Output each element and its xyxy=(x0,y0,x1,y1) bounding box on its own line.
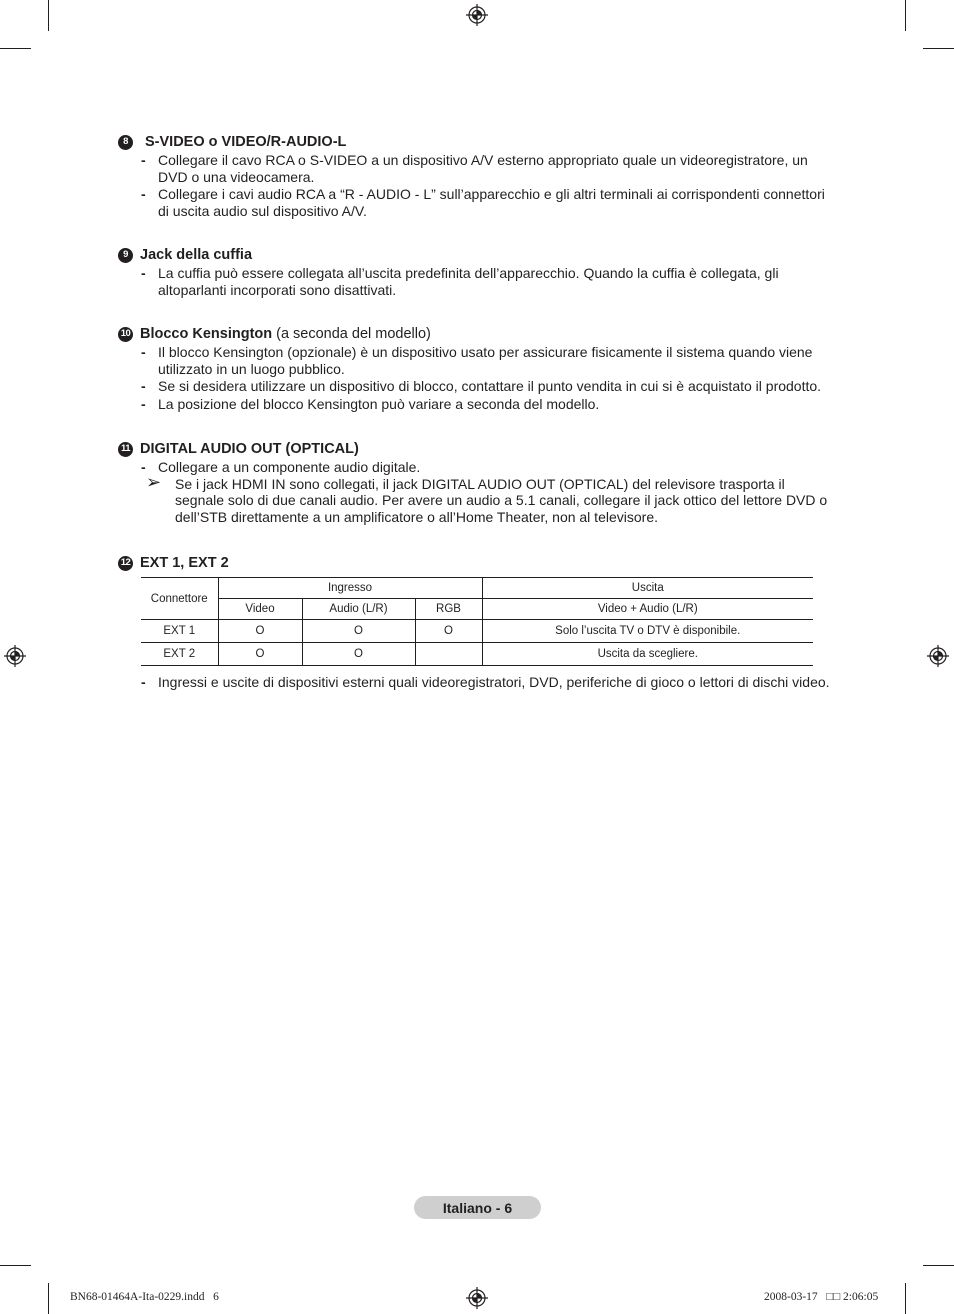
registration-mark-icon xyxy=(927,645,949,667)
table-header-cell: Uscita xyxy=(482,578,813,599)
bullet-item: - Collegare a un componente audio digitale. xyxy=(141,459,421,475)
table-cell: EXT 1 xyxy=(141,620,218,643)
section-headphone-jack xyxy=(118,246,834,298)
section-title: Jack della cuffia xyxy=(140,247,253,263)
bullet-item: - Se si desidera utilizzare un dispositivo di blocco, contattare il punto vendita in cui si è acquistato il prodotto. xyxy=(141,378,822,394)
note-arrow-icon: ➢ xyxy=(146,471,162,492)
section-ext-notes xyxy=(118,673,834,691)
print-slug-date: 2008-03-17 □□ 2:06:05 xyxy=(764,1291,879,1303)
table-cell xyxy=(415,643,482,666)
section-title: DIGITAL AUDIO OUT (OPTICAL) xyxy=(140,441,359,457)
section-kensington-lock xyxy=(118,325,834,412)
table-header-cell: RGB xyxy=(415,599,482,620)
section-heading xyxy=(118,325,834,343)
note-item: ➢ Se i jack HDMI IN sono collegati, il jack DIGITAL AUDIO OUT (OPTICAL) del relevisore trasporta il segnale solo di due canali audio. Per avere un audio a 5.1 canali, collegare il jack ottico del lettore DVD o dell’STB direttamente a un amplificatore o all’Home Theater, non al televisore. xyxy=(146,471,828,525)
section-number-badge: 11 xyxy=(118,442,133,457)
bullet-item: - Ingressi e uscite di dispositivi esterni quali videoregistratori, DVD, periferiche di gioco o lettori di dischi video. xyxy=(141,674,830,690)
crop-mark xyxy=(0,48,31,49)
section-number-badge: 8 xyxy=(118,135,133,150)
section-heading xyxy=(118,440,834,458)
section-heading xyxy=(118,133,834,151)
bullet-item: - Il blocco Kensington (opzionale) è un dispositivo usato per assicurare fisicamente il sistema quando viene utilizzato in un luogo pubblico. xyxy=(141,344,813,377)
section-digital-audio-out xyxy=(118,440,834,525)
table-header-cell: Ingresso xyxy=(218,578,482,599)
table-header-cell: Audio (L/R) xyxy=(302,599,415,620)
crop-mark xyxy=(905,0,906,31)
table-header-cell: Video + Audio (L/R) xyxy=(482,599,813,620)
section-number-badge: 12 xyxy=(118,556,133,571)
table-cell: O xyxy=(302,643,415,666)
table-cell: O xyxy=(302,620,415,643)
table-row xyxy=(141,620,813,643)
registration-mark-icon xyxy=(466,1287,488,1309)
section-title-note: (a seconda del modello) xyxy=(276,326,431,342)
section-title: Blocco Kensington xyxy=(140,326,273,342)
table-cell: O xyxy=(415,620,482,643)
crop-mark xyxy=(923,1265,954,1266)
table-header-cell: Video xyxy=(218,599,302,620)
section-title: S-VIDEO o VIDEO/R-AUDIO-L xyxy=(145,134,347,150)
table-row xyxy=(141,643,813,666)
ext-connector-table xyxy=(141,577,813,666)
section-number-badge: 10 xyxy=(118,327,133,342)
registration-mark-icon xyxy=(4,645,26,667)
section-heading xyxy=(118,554,834,572)
section-title: EXT 1, EXT 2 xyxy=(140,555,229,571)
section-ext xyxy=(118,554,834,572)
bullet-item: - La cuffia può essere collegata all’uscita predefinita dell’apparecchio. Quando la cuffia è collegata, gli altoparlanti incorporati sono disattivati. xyxy=(141,265,779,298)
table-cell: Solo l’uscita TV o DTV è disponibile. xyxy=(482,620,813,643)
section-number-badge: 9 xyxy=(118,248,133,263)
crop-mark xyxy=(905,1283,906,1314)
table-header-row xyxy=(141,578,813,599)
bullet-item: - La posizione del blocco Kensington può variare a seconda del modello. xyxy=(141,395,600,412)
bullet-item: - Collegare i cavi audio RCA a “R - AUDIO - L” sull’apparecchio e gli altri terminali ai corrispondenti connettori di uscita audio sul dispositivo A/V. xyxy=(141,186,825,219)
table-header-cell: Connettore xyxy=(141,578,218,620)
crop-mark xyxy=(0,1265,31,1266)
section-s-video xyxy=(118,133,834,219)
crop-mark xyxy=(48,1283,49,1314)
section-heading xyxy=(118,246,834,264)
print-slug-file: BN68-01464A-Ita-0229.indd 6 xyxy=(70,1291,219,1303)
page-number-badge: Italiano - 6 xyxy=(414,1196,541,1219)
table-cell: EXT 2 xyxy=(141,643,218,666)
crop-mark xyxy=(923,48,954,49)
table-cell: O xyxy=(218,643,302,666)
crop-mark xyxy=(48,0,49,31)
bullet-item: - Collegare il cavo RCA o S-VIDEO a un dispositivo A/V esterno appropriato quale un videoregistratore, un DVD o una videocamera. xyxy=(141,152,808,185)
registration-mark-icon xyxy=(466,4,488,26)
table-cell: Uscita da scegliere. xyxy=(482,643,813,666)
table-subheader-row xyxy=(141,599,813,620)
table-cell: O xyxy=(218,620,302,643)
